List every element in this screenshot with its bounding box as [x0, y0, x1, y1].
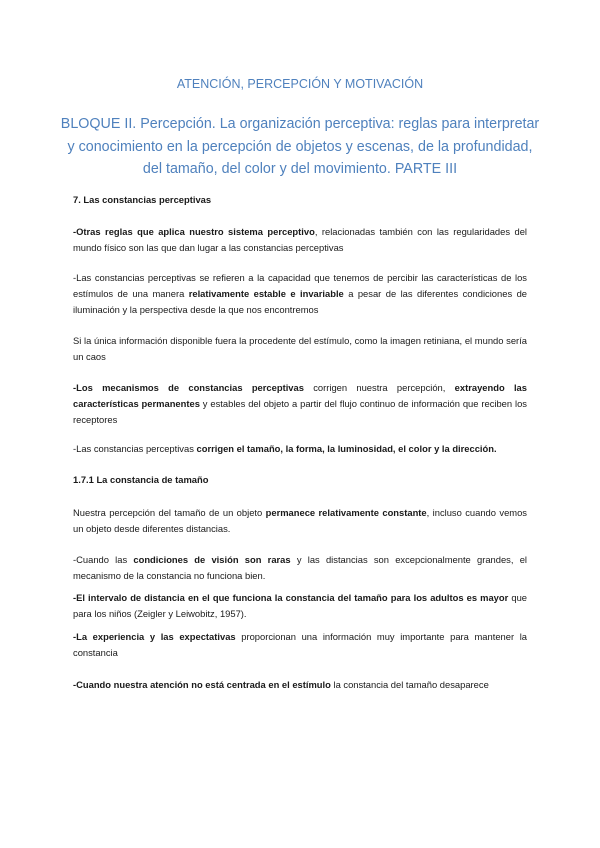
paragraph-other-rules: -Otras reglas que aplica nuestro sistema perceptivo, relacionadas también con las regularidades del mundo físico son las que dan lugar a las constancias perceptivas — [73, 226, 527, 253]
paragraph-constancy-mechanisms: -Los mecanismos de constancias perceptivas corrigen nuestra percepción, extrayendo las características permanentes y estables del objeto a partir del flujo continuo de información que reciben los receptores — [73, 382, 527, 425]
paragraph-constancies-correct: -Las constancias perceptivas corrigen el tamaño, la forma, la luminosidad, el color y la dirección. — [73, 443, 497, 454]
document-subtitle: BLOQUE II. Percepción. La organización perceptiva: reglas para interpretar y conocimiento en la percepción de objetos y escenas, de la profundidad, del tamaño, del color y del movimiento. PARTE III — [60, 116, 540, 177]
paragraph-distance-interval: -El intervalo de distancia en el que funciona la constancia del tamaño para los adultos es mayor que para los niños (Zeigler y Leiwobitz, 1957). — [73, 592, 527, 619]
paragraph-rare-conditions: -Cuando las condiciones de visión son raras y las distancias son excepcionalmente grandes, el mecanismo de la constancia no funciona bien. — [73, 554, 527, 581]
paragraph-constancies-definition: -Las constancias perceptivas se refieren a la capacidad que tenemos de percibir las características de los estímulos de una manera relativamente estable e invariable a pesar de las diferentes condiciones de iluminación y la perspectiva desde la que nos encontremos — [73, 272, 527, 315]
document-title: ATENCIÓN, PERCEPCIÓN Y MOTIVACIÓN — [176, 77, 424, 91]
section-7-heading: 7. Las constancias perceptivas — [73, 194, 212, 205]
paragraph-retinal-image: Si la única información disponible fuera la procedente del estímulo, como la imagen retiniana, el mundo sería un caos — [73, 335, 527, 362]
section-171-heading: 1.7.1 La constancia de tamaño — [73, 474, 209, 485]
paragraph-attention: -Cuando nuestra atención no está centrada en el estímulo la constancia del tamaño desaparece — [73, 679, 489, 690]
paragraph-size-perception: Nuestra percepción del tamaño de un objeto permanece relativamente constante, incluso cuando vemos un objeto desde diferentes distancias. — [73, 507, 527, 534]
paragraph-experience-expectations: -La experiencia y las expectativas proporcionan una información muy importante para mantener la constancia — [73, 631, 527, 658]
